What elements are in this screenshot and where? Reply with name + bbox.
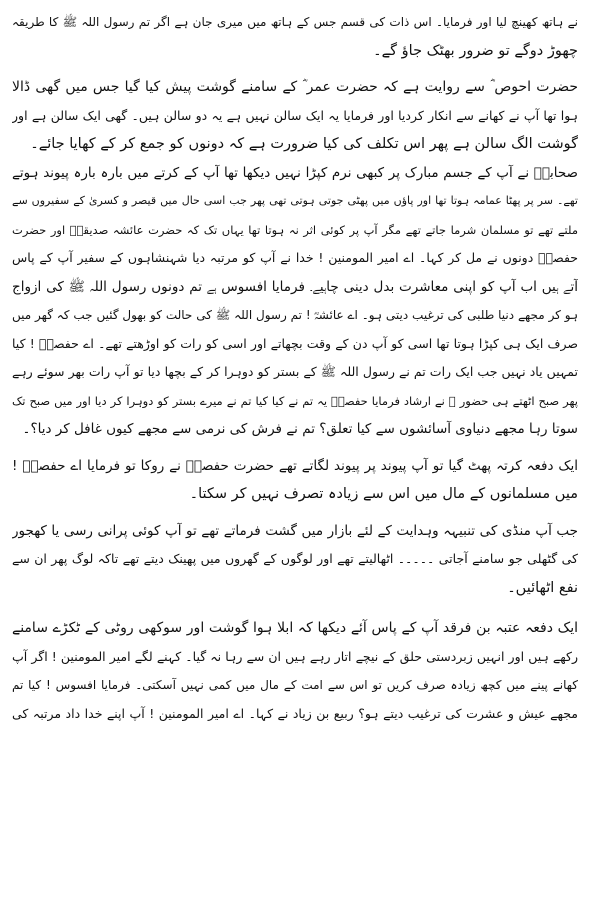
text-line: پھر صبح اٹھتے ہی حضور ﷺ نے ارشاد فرمایا حفصہؓ یہ تم نے کیا کیا تم نے میرے بستر کو دوہرا کر دیا اور میں صبح تک [12,393,578,408]
paragraph-2 [12,73,578,159]
text-line: صرف ایک ہی کپڑا ہوتا تھا اسی کو آپ دن کے وقت بچھاتے اور اسی کو رات کو اوڑھتے تھے۔ اے حفصہؓ ! کیا [12,335,578,351]
text-line: ملتے تھے تو مسلمان شرما جاتے تھے مگر آپ پر کوئی اثر نہ ہوتا تھا یہاں تک کہ حضرت عائشہ صدیقہؓ اور حضرت [12,222,578,237]
text-line: کھانے پینے میں کچھ زیادہ صرف کریں تو اس سے امت کے مال میں کمی نہیں آسکتی۔ فرمایا افسوس ! کیا تم [12,678,578,692]
text-line: نے ہاتھ کھینچ لیا اور فرمایا۔ اس ذات کی قسم جس کے ہاتھ میں میری جان ہے اگر تم رسول اللہ ﷺ کا طریقہ [12,15,578,29]
text-line: حضرت احوص ؓ سے روایت ہے کہ حضرت عمر ؓ کے سامنے گوشت پیش کیا گیا جس میں گھی ڈالا [12,79,578,95]
text-line: ایک دفعہ عتبہ بن فرقد آپ کے پاس آئے دیکھا کہ ابلا ہوا گوشت اور سوکھی روٹی کے ٹکڑے سامنے [12,620,578,636]
text-line: تمہیں یاد نہیں جب ایک رات تم نے رسول اللہ ﷺ کے بستر کو دوہرا کر کے بچھا دیا تو آپ رات بھر سوئے رہے [12,364,578,379]
text-line: گوشت الگ سالن ہے پھر اس تکلف کی کیا ضرورت ہے کہ دونوں کو جمع کر کے کھایا جائے۔ [30,136,578,152]
text-line: آتے ہیں اب آپ کو اپنی معاشرت بدل دینی چاہیے۔ فرمایا افسوس ہے تم دونوں رسول اللہ ﷺ کی ازواج [12,278,578,295]
paragraph-1 [12,8,578,65]
paragraph-5 [12,517,578,603]
text-line: ایک دفعہ کرتہ پھٹ گیا تو آپ پیوند پر پیوند لگاتے تھے حضرت حفصہؓ نے روکا تو فرمایا اے حفصہؓ ! [12,457,578,474]
text-line: میں مسلمانوں کے مال میں اس سے زیادہ تصرف نہیں کر سکتا۔ [189,486,578,502]
text-line: چھوڑ دوگے تو ضرور بھٹک جاؤ گے۔ [373,42,578,59]
text-line: نفع اٹھائیں۔ [507,579,578,596]
text-line: مجھے عیش و عشرت کی ترغیب دیتے ہو؟ ربیع بن زیاد نے کہا۔ اے امیر المومنین ! آپ اپنے خدا داد مرتبہ کی [12,705,578,721]
text-line: جب آپ منڈی کی تنبیہہ وہدایت کے لئے بازار میں گشت فرماتے تھے تو آپ کوئی پرانی رسی یا کھجور [12,522,578,539]
paragraph-3 [12,159,578,444]
paragraph-4 [12,452,578,509]
paragraph-6 [12,614,578,728]
text-line: رکھے ہیں اور انہیں زبردستی حلق کے نیچے اتار رہے ہیں ان سے رہا نہ گیا۔ کہنے لگے امیر المومنین ! اگر آپ [12,648,578,664]
text-line: صحابہؓ نے آپ کے جسم مبارک پر کبھی نرم کپڑا نہیں دیکھا تھا آپ کے کرتے میں بارہ بارہ پیوند ہوتے [12,164,578,181]
text-line: تھے۔ سر پر پھٹا عمامہ ہوتا تھا اور پاؤں میں پھٹی جوتی ہوتی تھی پھر جب اسی حال میں قیصر و کسریٰ کے سفیروں سے [12,194,578,207]
text-line: کی گٹھلی جو سامنے آجاتی ۔۔۔۔۔ اٹھالیتے تھے اور لوگوں کے گھروں میں پھینک دیتے تھے تاکہ لوگ پھر ان سے [12,551,578,566]
text-line: سوتا رہا مجھے دنیاوی آسائشوں سے کیا تعلق؟ تم نے فرش کی نرمی سے مجھے کیوں غافل کر دیا؟۔ [22,421,578,437]
text-line: ہو کر مجھے دنیا طلبی کی ترغیب دیتی ہو۔ اے عائشہؓ ! تم رسول اللہ ﷺ کی حالت کو بھول گئیں جب کہ گھر میں [12,308,578,322]
text-line: ہوا تھا آپ نے کھانے سے انکار کردیا اور فرمایا یہ ایک سالن نہیں ہے یہ دو سالن ہیں۔ گھی ایک سالن ہے اور [12,107,578,123]
text-line: حفصہؓ دونوں نے مل کر کہا۔ اے امیر المومنین ! خدا نے آپ کو مرتبہ دیا شہنشاہوں کے سفیر آپ کے پاس [12,250,578,265]
